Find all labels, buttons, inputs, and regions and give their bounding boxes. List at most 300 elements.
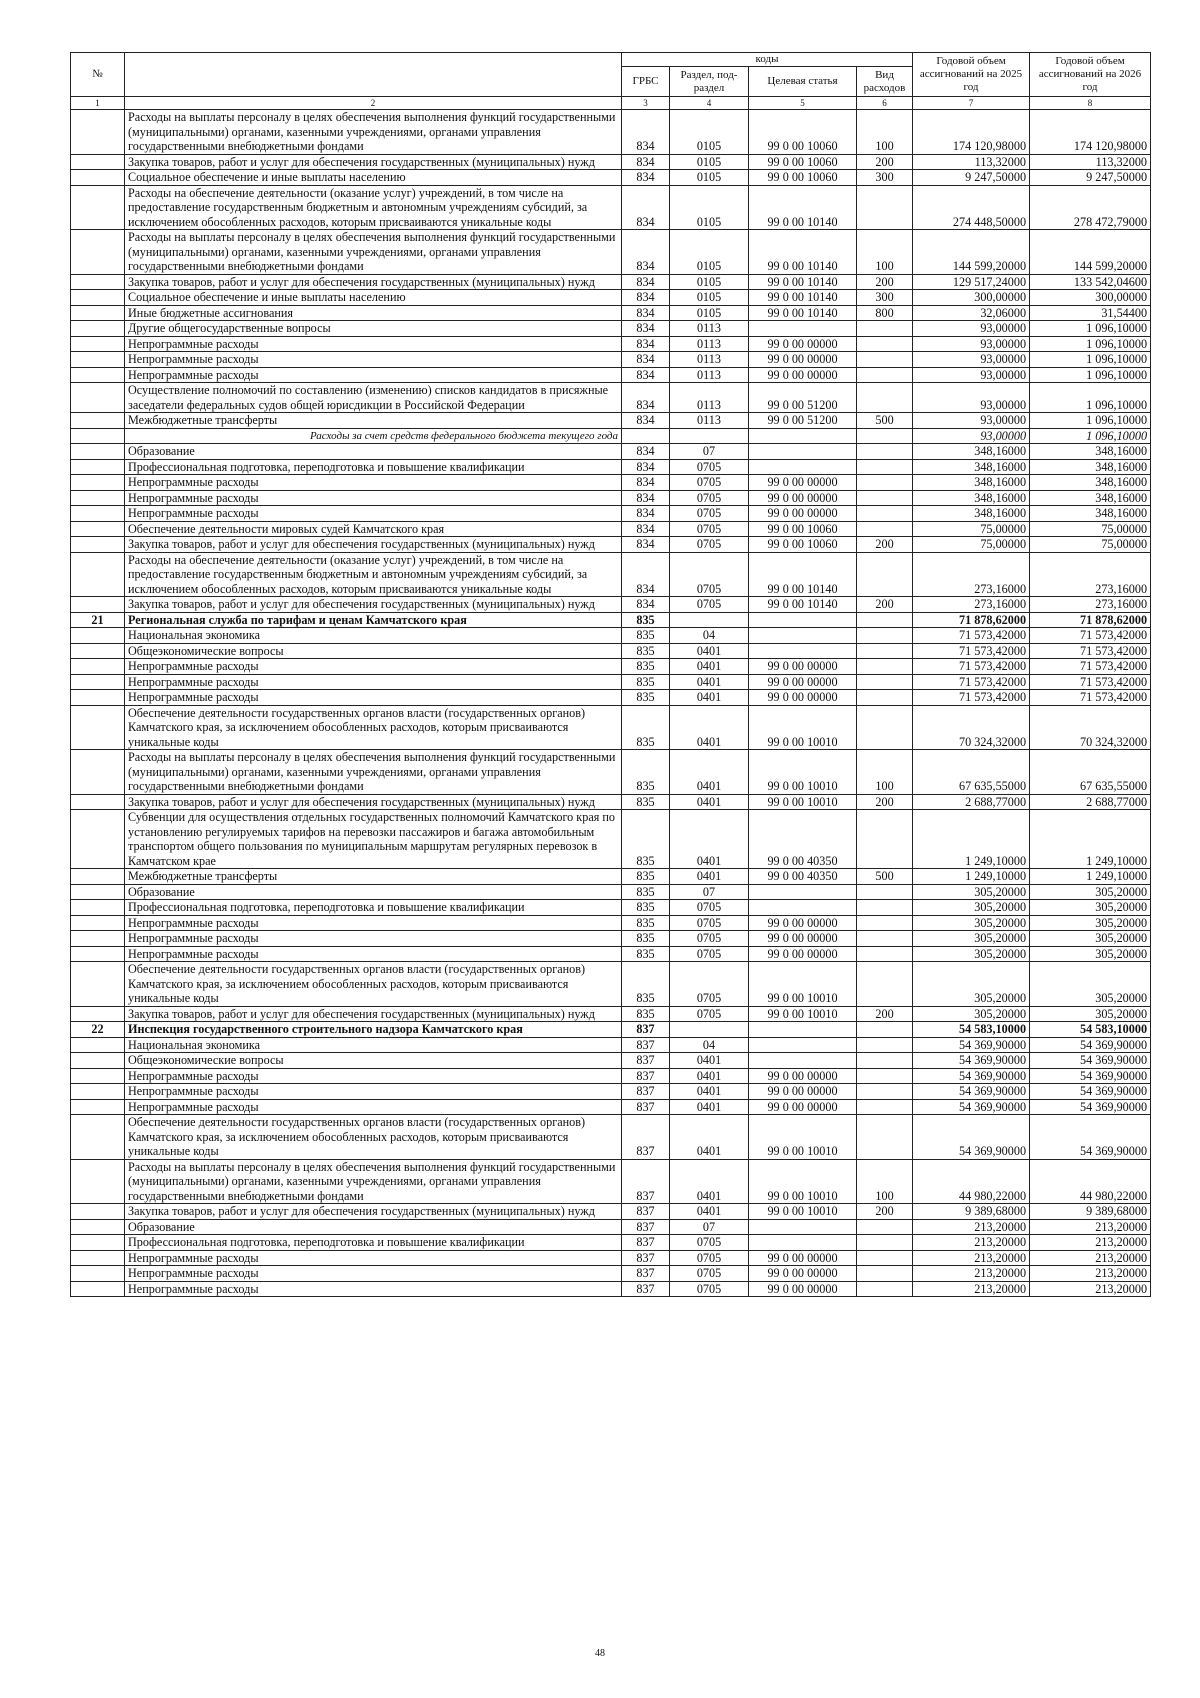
grbs-code: 835 [622, 794, 670, 810]
expense-type-code [857, 612, 913, 628]
amount-2025: 71 573,42000 [913, 659, 1030, 675]
row-number [71, 413, 125, 429]
target-article-code [749, 1219, 857, 1235]
expense-type-code [857, 506, 913, 522]
expense-type-code [857, 1068, 913, 1084]
row-number [71, 444, 125, 460]
table-row [71, 444, 1151, 460]
section-code: 0705 [670, 915, 749, 931]
target-article-code: 99 0 00 40350 [749, 869, 857, 885]
amount-2025: 348,16000 [913, 490, 1030, 506]
expense-name: Закупка товаров, работ и услуг для обеспечения государственных (муниципальных) нужд [125, 1204, 622, 1220]
column-number: 1 [71, 97, 125, 110]
expense-name: Общеэкономические вопросы [125, 643, 622, 659]
section-code: 0705 [670, 1266, 749, 1282]
amount-2025: 32,06000 [913, 305, 1030, 321]
amount-2026: 348,16000 [1030, 490, 1151, 506]
grbs-code: 837 [622, 1053, 670, 1069]
target-article-code: 99 0 00 00000 [749, 352, 857, 368]
target-article-code [749, 643, 857, 659]
grbs-code: 837 [622, 1219, 670, 1235]
grbs-code: 837 [622, 1266, 670, 1282]
section-code: 0705 [670, 552, 749, 597]
target-article-code: 99 0 00 00000 [749, 674, 857, 690]
grbs-code: 834 [622, 321, 670, 337]
amount-2025: 213,20000 [913, 1219, 1030, 1235]
expense-name: Профессиональная подготовка, переподготовка и повышение квалификации [125, 459, 622, 475]
grbs-code: 834 [622, 274, 670, 290]
header-name [125, 53, 622, 97]
amount-2026: 54 369,90000 [1030, 1053, 1151, 1069]
amount-2025: 213,20000 [913, 1281, 1030, 1297]
target-article-code [749, 459, 857, 475]
header-grbs: ГРБС [622, 67, 670, 97]
row-number [71, 1115, 125, 1160]
amount-2025: 305,20000 [913, 946, 1030, 962]
table-row [71, 915, 1151, 931]
expense-type-code [857, 705, 913, 750]
section-code: 0705 [670, 1235, 749, 1251]
target-article-code [749, 1235, 857, 1251]
row-number [71, 475, 125, 491]
target-article-code [749, 884, 857, 900]
expense-name: Непрограммные расходы [125, 1068, 622, 1084]
grbs-code: 835 [622, 915, 670, 931]
table-row [71, 537, 1151, 553]
target-article-code: 99 0 00 00000 [749, 367, 857, 383]
row-number [71, 884, 125, 900]
amount-2026: 113,32000 [1030, 154, 1151, 170]
table-row [71, 946, 1151, 962]
amount-2026: 305,20000 [1030, 915, 1151, 931]
section-code: 0105 [670, 305, 749, 321]
section-code [670, 1022, 749, 1038]
amount-2025: 273,16000 [913, 597, 1030, 613]
target-article-code: 99 0 00 00000 [749, 659, 857, 675]
expense-type-code [857, 643, 913, 659]
target-article-code: 99 0 00 10060 [749, 170, 857, 186]
grbs-code: 837 [622, 1235, 670, 1251]
amount-2026: 213,20000 [1030, 1281, 1151, 1297]
amount-2025: 2 688,77000 [913, 794, 1030, 810]
section-code: 0705 [670, 962, 749, 1007]
expense-type-code [857, 690, 913, 706]
expense-name: Иные бюджетные ассигнования [125, 305, 622, 321]
grbs-code: 835 [622, 612, 670, 628]
section-code: 0105 [670, 154, 749, 170]
amount-2026: 144 599,20000 [1030, 230, 1151, 275]
row-number [71, 1084, 125, 1100]
amount-2025: 305,20000 [913, 931, 1030, 947]
expense-type-code: 200 [857, 794, 913, 810]
row-number [71, 154, 125, 170]
table-row [71, 1006, 1151, 1022]
target-article-code: 99 0 00 00000 [749, 690, 857, 706]
section-code: 0401 [670, 1099, 749, 1115]
target-article-code: 99 0 00 10010 [749, 794, 857, 810]
amount-2025: 305,20000 [913, 915, 1030, 931]
table-row [71, 597, 1151, 613]
grbs-code: 835 [622, 884, 670, 900]
target-article-code: 99 0 00 00000 [749, 1068, 857, 1084]
row-number [71, 321, 125, 337]
target-article-code: 99 0 00 10010 [749, 1159, 857, 1204]
section-code: 07 [670, 1219, 749, 1235]
grbs-code: 837 [622, 1022, 670, 1038]
target-article-code [749, 612, 857, 628]
target-article-code: 99 0 00 10010 [749, 705, 857, 750]
expense-name: Непрограммные расходы [125, 490, 622, 506]
table-row [71, 1281, 1151, 1297]
amount-2025: 67 635,55000 [913, 750, 1030, 795]
section-code: 0401 [670, 1204, 749, 1220]
grbs-code: 835 [622, 628, 670, 644]
amount-2026: 213,20000 [1030, 1250, 1151, 1266]
table-row [71, 170, 1151, 186]
column-number: 7 [913, 97, 1030, 110]
amount-2026: 31,54400 [1030, 305, 1151, 321]
expense-name: Закупка товаров, работ и услуг для обеспечения государственных (муниципальных) нужд [125, 794, 622, 810]
table-row [71, 643, 1151, 659]
column-number: 2 [125, 97, 622, 110]
row-number [71, 1266, 125, 1282]
table-row [71, 900, 1151, 916]
table-row [71, 321, 1151, 337]
target-article-code: 99 0 00 00000 [749, 1250, 857, 1266]
row-number [71, 628, 125, 644]
grbs-code: 835 [622, 643, 670, 659]
amount-2026: 9 247,50000 [1030, 170, 1151, 186]
section-code: 07 [670, 444, 749, 460]
section-code: 0113 [670, 321, 749, 337]
amount-2026: 1 249,10000 [1030, 869, 1151, 885]
amount-2025: 71 573,42000 [913, 674, 1030, 690]
amount-2025: 54 369,90000 [913, 1053, 1030, 1069]
amount-2025: 44 980,22000 [913, 1159, 1030, 1204]
column-number-row [71, 97, 1151, 110]
grbs-code: 835 [622, 962, 670, 1007]
section-code [670, 612, 749, 628]
table-row [71, 810, 1151, 869]
header-2025: Годовой объем ассигнований на 2025 год [913, 53, 1030, 97]
amount-2026: 71 573,42000 [1030, 674, 1151, 690]
table-row [71, 869, 1151, 885]
target-article-code: 99 0 00 10140 [749, 597, 857, 613]
table-row [71, 413, 1151, 429]
expense-name: Непрограммные расходы [125, 1250, 622, 1266]
amount-2025: 213,20000 [913, 1266, 1030, 1282]
expense-type-code [857, 962, 913, 1007]
target-article-code: 99 0 00 10010 [749, 1204, 857, 1220]
table-row [71, 1037, 1151, 1053]
column-number: 5 [749, 97, 857, 110]
row-number [71, 597, 125, 613]
expense-name: Непрограммные расходы [125, 1084, 622, 1100]
grbs-code: 835 [622, 705, 670, 750]
section-code: 0705 [670, 900, 749, 916]
expense-type-code [857, 383, 913, 413]
expense-name: Закупка товаров, работ и услуг для обеспечения государственных (муниципальных) нужд [125, 537, 622, 553]
expense-name: Закупка товаров, работ и услуг для обеспечения государственных (муниципальных) нужд [125, 1006, 622, 1022]
section-code: 0105 [670, 290, 749, 306]
amount-2026: 75,00000 [1030, 521, 1151, 537]
grbs-code: 834 [622, 459, 670, 475]
row-number [71, 810, 125, 869]
row-number [71, 1053, 125, 1069]
header-csr: Целевая статья [749, 67, 857, 97]
table-row [71, 185, 1151, 230]
amount-2025: 9 247,50000 [913, 170, 1030, 186]
target-article-code: 99 0 00 10140 [749, 230, 857, 275]
expense-name: Расходы на обеспечение деятельности (оказание услуг) учреждений, в том числе на предоставление государственным бюджетным и автономным учреждениям субсидий, за исключением обособленных расходов, которым присваиваются уникальные коды [125, 185, 622, 230]
grbs-code: 834 [622, 352, 670, 368]
header-no: № [71, 53, 125, 97]
amount-2026: 44 980,22000 [1030, 1159, 1151, 1204]
section-code: 0401 [670, 1068, 749, 1084]
grbs-code: 834 [622, 413, 670, 429]
row-number [71, 1235, 125, 1251]
row-number [71, 794, 125, 810]
row-number [71, 1250, 125, 1266]
row-number [71, 305, 125, 321]
grbs-code: 834 [622, 506, 670, 522]
expense-name: Расходы на выплаты персоналу в целях обеспечения выполнения функций государственными (муниципальными) органами, казенными учреждениями, органами управления государственными внебюджетными фондами [125, 230, 622, 275]
expense-name: Национальная экономика [125, 628, 622, 644]
amount-2025: 71 573,42000 [913, 690, 1030, 706]
expense-name: Региональная служба по тарифам и ценам Камчатского края [125, 612, 622, 628]
target-article-code: 99 0 00 10060 [749, 154, 857, 170]
expense-type-code: 200 [857, 1006, 913, 1022]
expense-type-code [857, 1115, 913, 1160]
section-code: 0705 [670, 1281, 749, 1297]
table-body [71, 110, 1151, 1297]
expense-type-code [857, 674, 913, 690]
expense-type-code [857, 1250, 913, 1266]
expense-name: Непрограммные расходы [125, 915, 622, 931]
row-number [71, 274, 125, 290]
section-code: 0105 [670, 170, 749, 186]
target-article-code: 99 0 00 40350 [749, 810, 857, 869]
row-number [71, 750, 125, 795]
target-article-code: 99 0 00 00000 [749, 931, 857, 947]
expense-type-code: 100 [857, 230, 913, 275]
grbs-code: 835 [622, 869, 670, 885]
expense-name: Непрограммные расходы [125, 1281, 622, 1297]
table-row [71, 794, 1151, 810]
row-number [71, 900, 125, 916]
grbs-code: 835 [622, 674, 670, 690]
expense-type-code [857, 352, 913, 368]
section-code: 0705 [670, 537, 749, 553]
target-article-code [749, 900, 857, 916]
target-article-code: 99 0 00 10010 [749, 750, 857, 795]
expense-type-code [857, 1266, 913, 1282]
target-article-code: 99 0 00 10140 [749, 274, 857, 290]
header-razdel: Раздел, под-раздел [670, 67, 749, 97]
expense-name: Непрограммные расходы [125, 475, 622, 491]
grbs-code: 835 [622, 750, 670, 795]
table-row [71, 750, 1151, 795]
row-number [71, 367, 125, 383]
amount-2026: 133 542,04600 [1030, 274, 1151, 290]
section-code: 07 [670, 884, 749, 900]
expense-type-code: 200 [857, 537, 913, 553]
section-code: 0401 [670, 1053, 749, 1069]
row-number [71, 1068, 125, 1084]
target-article-code: 99 0 00 00000 [749, 1084, 857, 1100]
row-number [71, 931, 125, 947]
target-article-code: 99 0 00 00000 [749, 946, 857, 962]
target-article-code: 99 0 00 10140 [749, 305, 857, 321]
amount-2025: 71 573,42000 [913, 643, 1030, 659]
grbs-code: 834 [622, 305, 670, 321]
amount-2026: 54 583,10000 [1030, 1022, 1151, 1038]
amount-2026: 213,20000 [1030, 1235, 1151, 1251]
amount-2026: 348,16000 [1030, 475, 1151, 491]
section-code [670, 428, 749, 444]
target-article-code [749, 444, 857, 460]
row-number [71, 521, 125, 537]
table-row [71, 1266, 1151, 1282]
amount-2026: 1 096,10000 [1030, 367, 1151, 383]
expense-type-code [857, 1053, 913, 1069]
amount-2025: 274 448,50000 [913, 185, 1030, 230]
expense-name: Образование [125, 1219, 622, 1235]
expense-name: Социальное обеспечение и иные выплаты населению [125, 170, 622, 186]
row-number [71, 705, 125, 750]
expense-name: Социальное обеспечение и иные выплаты населению [125, 290, 622, 306]
expense-name: Непрограммные расходы [125, 506, 622, 522]
amount-2026: 1 096,10000 [1030, 352, 1151, 368]
table-row [71, 154, 1151, 170]
section-code: 0401 [670, 810, 749, 869]
expense-name: Непрограммные расходы [125, 946, 622, 962]
row-number [71, 674, 125, 690]
row-number [71, 537, 125, 553]
expense-name: Расходы на выплаты персоналу в целях обеспечения выполнения функций государственными (муниципальными) органами, казенными учреждениями, органами управления государственными внебюджетными фондами [125, 1159, 622, 1204]
target-article-code [749, 1022, 857, 1038]
column-number: 3 [622, 97, 670, 110]
expense-name: Общеэкономические вопросы [125, 1053, 622, 1069]
table-row [71, 931, 1151, 947]
amount-2026: 273,16000 [1030, 552, 1151, 597]
section-code: 0705 [670, 1006, 749, 1022]
section-code: 0705 [670, 946, 749, 962]
section-code: 0401 [670, 674, 749, 690]
expense-name: Непрограммные расходы [125, 690, 622, 706]
amount-2025: 305,20000 [913, 884, 1030, 900]
section-code: 0113 [670, 336, 749, 352]
target-article-code: 99 0 00 51200 [749, 383, 857, 413]
expense-type-code [857, 321, 913, 337]
table-row [71, 336, 1151, 352]
row-number [71, 110, 125, 155]
target-article-code: 99 0 00 00000 [749, 475, 857, 491]
target-article-code: 99 0 00 10140 [749, 290, 857, 306]
section-code: 0113 [670, 383, 749, 413]
table-row [71, 110, 1151, 155]
table-row [71, 290, 1151, 306]
column-number: 6 [857, 97, 913, 110]
amount-2025: 93,00000 [913, 336, 1030, 352]
expense-type-code [857, 490, 913, 506]
target-article-code [749, 1037, 857, 1053]
amount-2026: 305,20000 [1030, 900, 1151, 916]
grbs-code: 837 [622, 1204, 670, 1220]
grbs-code: 835 [622, 931, 670, 947]
row-number [71, 1219, 125, 1235]
amount-2025: 348,16000 [913, 506, 1030, 522]
row-number [71, 643, 125, 659]
expense-name: Субвенции для осуществления отдельных государственных полномочий Камчатского края по установлению регулируемых тарифов на перевозки пассажиров и багажа автомобильным транспортом общего пользования по муниципальным маршрутам регулярных перевозок в Камчатском крае [125, 810, 622, 869]
section-code: 0705 [670, 521, 749, 537]
section-code: 0705 [670, 490, 749, 506]
grbs-code [622, 428, 670, 444]
row-number [71, 290, 125, 306]
grbs-code: 837 [622, 1068, 670, 1084]
expense-name: Обеспечение деятельности государственных органов власти (государственных органов) Камчатского края, за исключением обособленных расходов, которым присваиваются уникальные коды [125, 1115, 622, 1160]
expense-name: Инспекция государственного строительного надзора Камчатского края [125, 1022, 622, 1038]
target-article-code: 99 0 00 00000 [749, 336, 857, 352]
amount-2026: 71 573,42000 [1030, 659, 1151, 675]
row-number [71, 869, 125, 885]
amount-2025: 174 120,98000 [913, 110, 1030, 155]
grbs-code: 837 [622, 1037, 670, 1053]
expense-type-code [857, 336, 913, 352]
table-row [71, 1022, 1151, 1038]
table-row [71, 690, 1151, 706]
section-code: 0401 [670, 1115, 749, 1160]
target-article-code: 99 0 00 00000 [749, 490, 857, 506]
table-row [71, 367, 1151, 383]
row-number [71, 962, 125, 1007]
expense-type-code [857, 900, 913, 916]
amount-2026: 71 573,42000 [1030, 690, 1151, 706]
section-code: 0401 [670, 794, 749, 810]
expense-type-code [857, 459, 913, 475]
grbs-code: 837 [622, 1159, 670, 1204]
grbs-code: 834 [622, 336, 670, 352]
amount-2026: 305,20000 [1030, 931, 1151, 947]
column-number: 8 [1030, 97, 1151, 110]
amount-2026: 67 635,55000 [1030, 750, 1151, 795]
expense-name: Закупка товаров, работ и услуг для обеспечения государственных (муниципальных) нужд [125, 597, 622, 613]
header-2026: Годовой объем ассигнований на 2026 год [1030, 53, 1151, 97]
expense-name: Осуществление полномочий по составлению (изменению) списков кандидатов в присяжные заседатели федеральных судов общей юрисдикции в Российской Федерации [125, 383, 622, 413]
amount-2026: 1 096,10000 [1030, 428, 1151, 444]
expense-type-code: 500 [857, 869, 913, 885]
amount-2025: 348,16000 [913, 444, 1030, 460]
row-number [71, 459, 125, 475]
table-row [71, 1084, 1151, 1100]
row-number [71, 506, 125, 522]
target-article-code: 99 0 00 00000 [749, 506, 857, 522]
expense-type-code: 200 [857, 154, 913, 170]
amount-2025: 93,00000 [913, 321, 1030, 337]
grbs-code: 837 [622, 1115, 670, 1160]
table-row [71, 1099, 1151, 1115]
section-code: 0705 [670, 931, 749, 947]
expense-type-code [857, 1235, 913, 1251]
amount-2025: 75,00000 [913, 521, 1030, 537]
table-row [71, 506, 1151, 522]
grbs-code: 837 [622, 1250, 670, 1266]
amount-2026: 54 369,90000 [1030, 1084, 1151, 1100]
expense-name: Непрограммные расходы [125, 1099, 622, 1115]
target-article-code: 99 0 00 10140 [749, 552, 857, 597]
target-article-code: 99 0 00 00000 [749, 1281, 857, 1297]
section-code: 0705 [670, 475, 749, 491]
